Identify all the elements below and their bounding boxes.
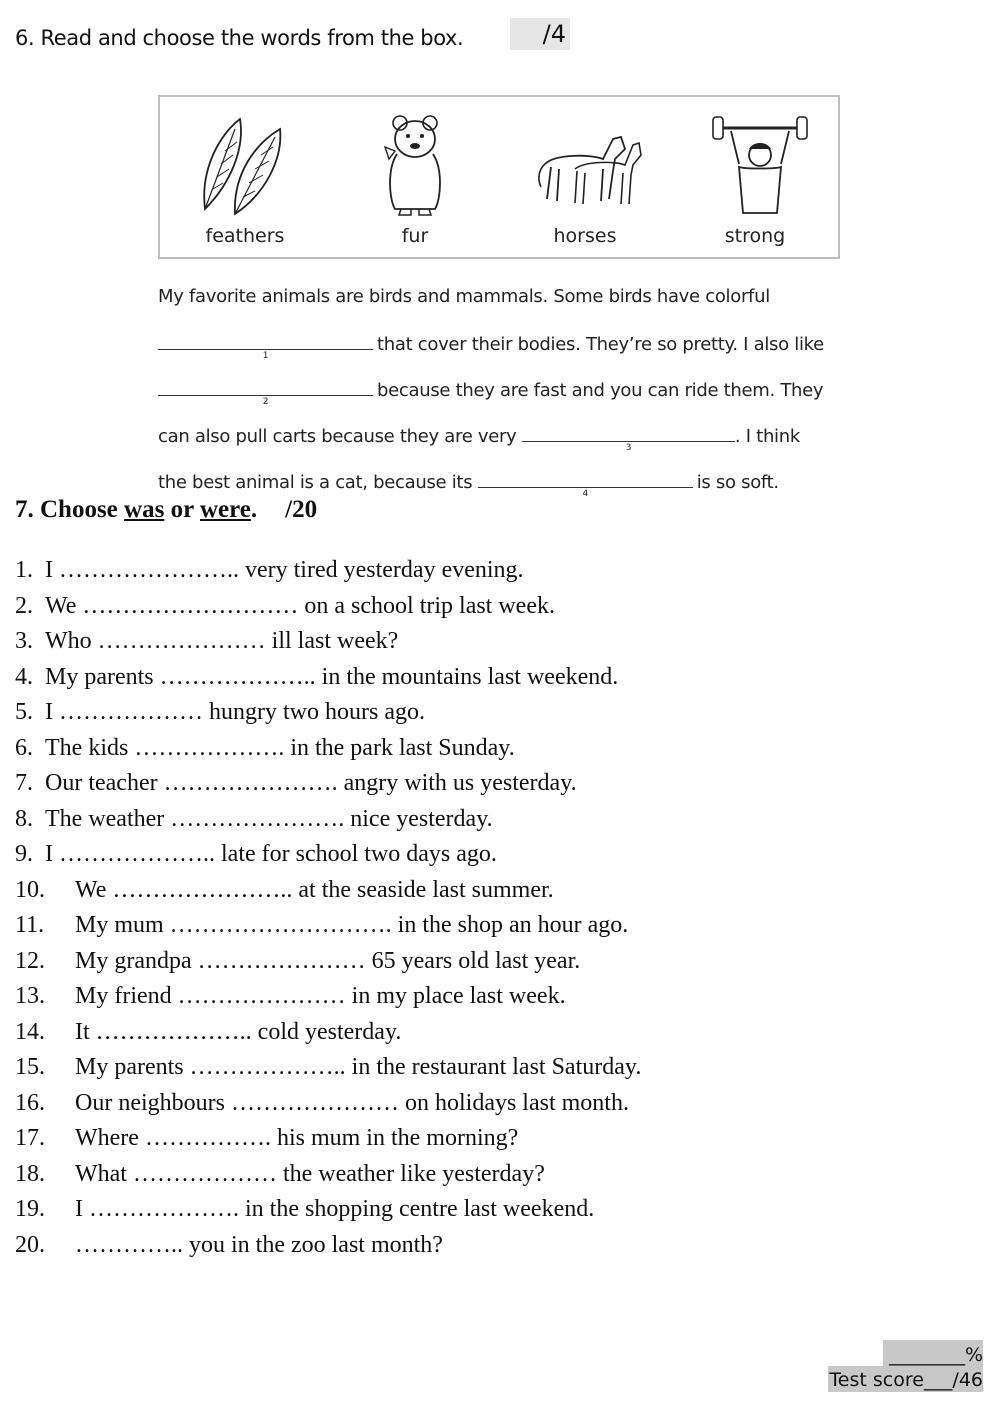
word-cell-horses xyxy=(500,97,670,257)
question-item xyxy=(15,1161,735,1197)
percent-line: ________% xyxy=(883,1340,983,1366)
question-number: 11. xyxy=(15,912,45,938)
question-text[interactable]: The kids ………………. in the park last Sunday. xyxy=(45,734,515,761)
paragraph-line-1: My favorite animals are birds and mammals. Some birds have colorful xyxy=(158,286,770,307)
blank-2[interactable]: 2 xyxy=(158,377,373,396)
bear-icon xyxy=(365,109,465,219)
question-item xyxy=(15,912,735,948)
question-number: 15. xyxy=(15,1054,45,1080)
question-item xyxy=(15,1019,735,1055)
question-item xyxy=(15,1125,735,1161)
word-box xyxy=(158,95,840,259)
section-7-title: 7. Choose was or were. /20 xyxy=(15,496,318,523)
question-text[interactable]: Our neighbours ………………… on holidays last month. xyxy=(75,1089,629,1116)
horses-icon xyxy=(535,109,645,219)
question-text[interactable]: Where ……………. his mum in the morning? xyxy=(75,1125,519,1151)
question-number: 16. xyxy=(15,1089,45,1116)
question-text[interactable]: We ………………….. at the seaside last summer. xyxy=(75,876,554,903)
question-number: 12. xyxy=(15,947,45,974)
blank-4[interactable]: 4 xyxy=(478,469,693,488)
score-box xyxy=(828,1340,983,1392)
word-label-feathers: feathers xyxy=(205,225,285,247)
word-label-strong: strong xyxy=(724,225,786,247)
question-number: 20. xyxy=(15,1231,45,1258)
paragraph-line-4: can also pull carts because they are very 3 . I think xyxy=(158,423,848,453)
question-item xyxy=(15,593,735,629)
question-item xyxy=(15,1054,735,1090)
question-item xyxy=(15,983,735,1019)
question-text[interactable]: My friend ………………… in my place last week. xyxy=(75,983,566,1009)
question-number: 2. xyxy=(15,592,33,619)
question-text[interactable]: Our teacher …………………. angry with us yesterday. xyxy=(45,770,577,796)
paragraph-line-2: 1 that cover their bodies. They’re so pretty. I also like xyxy=(158,331,848,361)
section-6-score: /4 xyxy=(510,18,570,50)
section-6-title: 6. Read and choose the words from the box. xyxy=(15,26,464,50)
question-number: 6. xyxy=(15,734,33,761)
word-was: was xyxy=(124,496,165,523)
question-text[interactable]: I ……………… hungry two hours ago. xyxy=(45,699,425,725)
question-text[interactable]: Who ………………… ill last week? xyxy=(45,628,399,654)
question-number: 9. xyxy=(15,841,33,867)
word-label-fur: fur xyxy=(401,225,429,247)
question-number: 14. xyxy=(15,1018,45,1045)
question-text[interactable]: It ……………….. cold yesterday. xyxy=(75,1018,402,1045)
question-number: 4. xyxy=(15,663,33,690)
question-number: 1. xyxy=(15,557,33,583)
question-item xyxy=(15,1232,735,1268)
word-were: were xyxy=(200,496,251,523)
question-text[interactable]: I ………………. in the shopping centre last weekend. xyxy=(75,1196,595,1222)
question-number: 13. xyxy=(15,983,45,1009)
word-label-horses: horses xyxy=(553,225,617,247)
word-cell-feathers xyxy=(160,97,330,257)
question-text[interactable]: The weather …………………. nice yesterday. xyxy=(45,805,493,832)
question-text[interactable]: We ……………………… on a school trip last week. xyxy=(45,592,555,619)
question-item xyxy=(15,699,735,735)
word-cell-fur xyxy=(330,97,500,257)
question-number: 3. xyxy=(15,628,33,654)
feathers-icon xyxy=(195,109,295,219)
question-text[interactable]: My parents ……………….. in the restaurant last Saturday. xyxy=(75,1054,642,1080)
question-item xyxy=(15,948,735,984)
question-item xyxy=(15,806,735,842)
strong-man-icon xyxy=(705,109,815,219)
question-item xyxy=(15,877,735,913)
question-item xyxy=(15,841,735,877)
question-number: 7. xyxy=(15,770,33,796)
question-number: 18. xyxy=(15,1160,45,1187)
question-text[interactable]: ………….. you in the zoo last month? xyxy=(75,1231,443,1258)
question-text[interactable]: My grandpa ………………… 65 years old last year. xyxy=(75,947,581,974)
blank-1[interactable]: 1 xyxy=(158,331,373,350)
question-text[interactable]: What ……………… the weather like yesterday? xyxy=(75,1160,545,1187)
question-item xyxy=(15,735,735,771)
paragraph-line-3: 2 because they are fast and you can ride them. They xyxy=(158,377,848,407)
paragraph-line-5: the best animal is a cat, because its 4 is so soft. xyxy=(158,469,848,499)
question-item xyxy=(15,557,735,593)
test-score: Test score___/46 xyxy=(828,1366,983,1392)
question-item xyxy=(15,1196,735,1232)
question-text[interactable]: I ……………….. late for school two days ago. xyxy=(45,841,497,867)
question-number: 17. xyxy=(15,1125,45,1151)
blank-3[interactable]: 3 xyxy=(522,423,735,442)
question-text[interactable]: I ………………….. very tired yesterday evening. xyxy=(45,557,524,583)
question-text[interactable]: My parents ……………….. in the mountains last weekend. xyxy=(45,663,619,690)
question-item xyxy=(15,770,735,806)
question-list xyxy=(15,557,735,1267)
section-7-score: /20 xyxy=(285,496,318,523)
question-item xyxy=(15,1090,735,1126)
question-number: 8. xyxy=(15,805,33,832)
question-text[interactable]: My mum ………………………. in the shop an hour ago. xyxy=(75,912,629,938)
question-item xyxy=(15,664,735,700)
question-item xyxy=(15,628,735,664)
question-number: 5. xyxy=(15,699,33,725)
word-cell-strong xyxy=(670,97,840,257)
question-number: 10. xyxy=(15,876,45,903)
question-number: 19. xyxy=(15,1196,45,1222)
